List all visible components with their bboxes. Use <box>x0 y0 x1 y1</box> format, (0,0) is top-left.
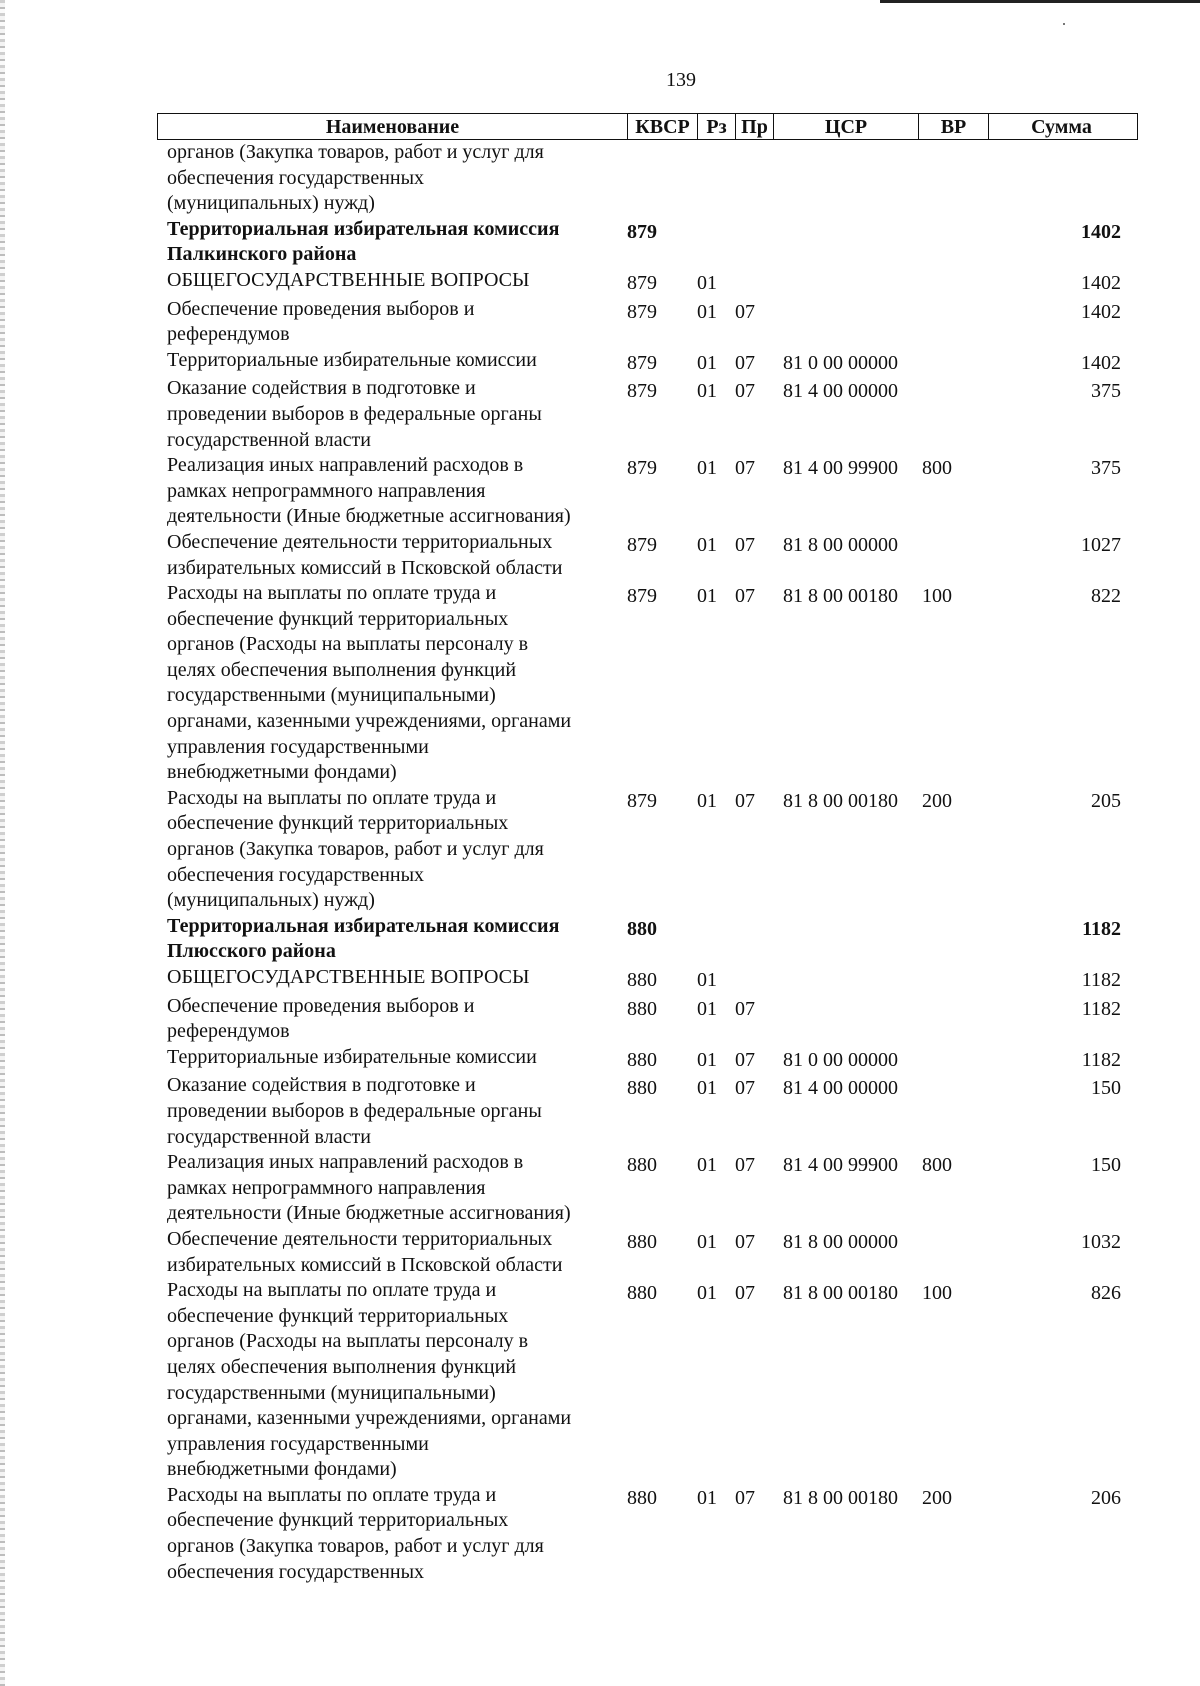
row-name <box>157 530 627 581</box>
row-amount: 1182 <box>1081 969 1121 991</box>
row-csr <box>773 297 918 348</box>
row-name-line: рамках непрограммного направления <box>167 1176 486 1199</box>
row-pr <box>735 914 773 965</box>
row-name-line: Оказание содействия в подготовке и <box>167 377 476 400</box>
row-name-line: Расходы на выплаты по оплате труда и <box>167 786 497 809</box>
row-vr <box>918 1073 988 1150</box>
row-kvsr: 879 <box>627 300 657 323</box>
header-amount: Сумма <box>1031 116 1092 138</box>
row-rz: 01 <box>697 585 717 608</box>
header-vr: ВР <box>919 114 989 139</box>
row-vr: 100 <box>922 585 952 608</box>
row-rz: 01 <box>697 271 717 294</box>
row-name-line: внебюджетными фондами) <box>167 761 397 784</box>
row-name-line: обеспечение функций территориальных <box>167 1509 509 1532</box>
row-name-line: деятельности (Иные бюджетные ассигнования) <box>167 1202 571 1225</box>
row-name-line: обеспечение функций территориальных <box>167 1304 509 1327</box>
row-kvsr: 880 <box>627 917 657 940</box>
table-row <box>157 530 1138 581</box>
row-csr <box>773 140 918 217</box>
row-rz <box>697 217 735 268</box>
row-vr <box>918 1045 988 1074</box>
row-amount <box>988 140 1133 217</box>
row-name-line: органами, казенными учреждениями, органами <box>167 1407 572 1430</box>
row-name-line: управления государственными <box>167 735 429 758</box>
scan-edge <box>0 0 5 1686</box>
row-pr: 07 <box>735 380 755 403</box>
table-row <box>157 1073 1138 1150</box>
row-vr <box>918 376 988 453</box>
row-name <box>157 140 627 217</box>
row-name-line: органов (Расходы на выплаты персоналу в <box>167 633 529 656</box>
row-name-line: внебюджетными фондами) <box>167 1458 397 1481</box>
row-csr: 81 4 00 00000 <box>783 380 898 403</box>
row-kvsr: 880 <box>627 1230 657 1253</box>
row-name-line: проведении выборов в федеральные органы <box>167 1099 542 1122</box>
table-row <box>157 268 1138 297</box>
row-name-line: органов (Расходы на выплаты персоналу в <box>167 1330 529 1353</box>
row-pr: 07 <box>735 457 755 480</box>
row-pr: 07 <box>735 1077 755 1100</box>
row-kvsr: 879 <box>627 220 657 243</box>
row-kvsr: 879 <box>627 457 657 480</box>
row-name-line: Расходы на выплаты по оплате труда и <box>167 582 497 605</box>
row-pr: 07 <box>735 1282 755 1305</box>
row-name <box>157 1483 627 1585</box>
row-name-line: рамках непрограммного направления <box>167 479 486 502</box>
row-kvsr: 880 <box>627 1048 657 1071</box>
row-name-line: государственной власти <box>167 1125 371 1148</box>
row-csr: 81 4 00 99900 <box>783 1154 898 1177</box>
row-csr: 81 0 00 00000 <box>783 351 898 374</box>
row-pr: 07 <box>735 1486 755 1509</box>
row-rz <box>697 914 735 965</box>
row-name-line: Территориальная избирательная комиссия <box>167 217 560 240</box>
table-row <box>157 581 1138 786</box>
row-rz: 01 <box>697 533 717 556</box>
row-kvsr: 879 <box>627 380 657 403</box>
row-amount: 1402 <box>1081 220 1121 243</box>
row-name-line: Реализация иных направлений расходов в <box>167 454 524 477</box>
row-name-line: (муниципальных) нужд) <box>167 889 375 912</box>
budget-table <box>157 113 1138 1585</box>
table-row <box>157 348 1138 377</box>
row-kvsr: 880 <box>627 1077 657 1100</box>
row-name-line: органов (Закупка товаров, работ и услуг для <box>167 141 544 163</box>
row-amount: 1182 <box>1081 1048 1121 1071</box>
row-vr <box>918 348 988 377</box>
row-name-line: органов (Закупка товаров, работ и услуг для <box>167 838 544 861</box>
table-row <box>157 376 1138 453</box>
row-vr: 100 <box>922 1282 952 1305</box>
row-kvsr: 880 <box>627 1486 657 1509</box>
row-pr <box>735 965 773 994</box>
row-vr <box>918 914 988 965</box>
row-rz: 01 <box>697 1077 717 1100</box>
row-rz: 01 <box>697 351 717 374</box>
row-rz: 01 <box>697 1154 717 1177</box>
row-name-line: целях обеспечения выполнения функций <box>167 658 517 681</box>
row-amount: 1402 <box>1081 351 1121 374</box>
table-row <box>157 140 1138 217</box>
row-rz: 01 <box>697 457 717 480</box>
row-amount: 206 <box>1091 1486 1121 1509</box>
row-rz: 01 <box>697 969 717 991</box>
row-pr <box>735 268 773 297</box>
row-csr: 81 8 00 00000 <box>783 1230 898 1253</box>
row-kvsr: 879 <box>627 533 657 556</box>
row-amount: 822 <box>1091 585 1121 608</box>
row-amount: 1402 <box>1081 271 1121 294</box>
row-amount: 1182 <box>1081 997 1121 1020</box>
row-amount: 1182 <box>1082 917 1121 940</box>
row-name-line: государственной власти <box>167 428 371 451</box>
row-pr: 07 <box>735 789 755 812</box>
row-amount: 375 <box>1091 380 1121 403</box>
row-name-line: Обеспечение проведения выборов и <box>167 297 475 320</box>
row-name <box>157 994 627 1045</box>
row-kvsr: 879 <box>627 351 657 374</box>
row-csr: 81 8 00 00000 <box>783 533 898 556</box>
table-row <box>157 1483 1138 1585</box>
row-name-line: государственными (муниципальными) <box>167 1381 496 1404</box>
row-vr: 800 <box>922 1154 952 1177</box>
table-row <box>157 1227 1138 1278</box>
row-name-line: Обеспечение проведения выборов и <box>167 994 475 1017</box>
row-name-line: органов (Закупка товаров, работ и услуг для <box>167 1535 544 1558</box>
row-name <box>157 376 627 453</box>
row-vr: 200 <box>922 789 952 812</box>
row-csr: 81 4 00 99900 <box>783 457 898 480</box>
header-pr: Пр <box>736 114 774 139</box>
row-name-line: Территориальные избирательные комиссии <box>167 348 537 371</box>
row-name <box>157 786 627 914</box>
table-header <box>157 113 1138 140</box>
row-pr <box>735 140 773 217</box>
row-vr <box>918 1227 988 1278</box>
table-body <box>157 140 1138 1585</box>
row-amount: 205 <box>1091 789 1121 812</box>
row-name-line: Плюсского района <box>167 940 336 963</box>
row-rz: 01 <box>697 789 717 812</box>
row-amount: 375 <box>1091 457 1121 480</box>
row-name <box>157 297 627 348</box>
row-name-line: избирательных комиссий в Псковской области <box>167 1253 563 1276</box>
row-vr: 800 <box>922 457 952 480</box>
row-vr <box>918 217 988 268</box>
row-name-line: обеспечения государственных <box>167 863 425 886</box>
table-row <box>157 1045 1138 1074</box>
row-name-line: обеспечения государственных <box>167 1560 425 1583</box>
row-name-line: обеспечение функций территориальных <box>167 607 509 630</box>
row-pr: 07 <box>735 533 755 556</box>
row-csr: 81 8 00 00180 <box>783 1486 898 1509</box>
table-row <box>157 994 1138 1045</box>
row-rz: 01 <box>697 380 717 403</box>
row-name-line: Обеспечение деятельности территориальных <box>167 530 553 553</box>
row-name-line: Палкинского района <box>167 243 357 266</box>
row-name-line: Расходы на выплаты по оплате труда и <box>167 1279 497 1302</box>
row-name-line: органами, казенными учреждениями, органами <box>167 710 572 733</box>
row-amount: 150 <box>1091 1154 1121 1177</box>
row-vr: 200 <box>922 1486 952 1509</box>
row-name <box>157 453 627 530</box>
row-name <box>157 1278 627 1483</box>
table-row <box>157 786 1138 914</box>
row-csr: 81 8 00 00180 <box>783 585 898 608</box>
row-kvsr: 879 <box>627 789 657 812</box>
scan-speck <box>1063 23 1065 25</box>
row-csr <box>773 268 918 297</box>
row-kvsr: 880 <box>627 1282 657 1305</box>
row-name <box>157 1227 627 1278</box>
row-rz: 01 <box>697 997 717 1020</box>
row-name-line: Обеспечение деятельности территориальных <box>167 1227 553 1250</box>
row-name <box>157 348 627 377</box>
header-csr: ЦСР <box>774 114 919 139</box>
row-name-line: избирательных комиссий в Псковской области <box>167 556 563 579</box>
row-pr: 07 <box>735 1230 755 1253</box>
row-rz: 01 <box>697 1282 717 1305</box>
header-name: Наименование <box>158 114 628 139</box>
row-vr <box>918 297 988 348</box>
table-row <box>157 965 1138 994</box>
row-name-line: (муниципальных) нужд) <box>167 192 375 215</box>
row-name-line: Территориальные избирательные комиссии <box>167 1045 537 1068</box>
row-name-line: обеспечение функций территориальных <box>167 812 509 835</box>
row-csr: 81 8 00 00180 <box>783 789 898 812</box>
row-name <box>157 1073 627 1150</box>
table-row <box>157 1150 1138 1227</box>
row-kvsr: 879 <box>627 271 657 294</box>
row-csr: 81 4 00 00000 <box>783 1077 898 1100</box>
row-name-line: управления государственными <box>167 1432 429 1455</box>
row-csr <box>773 217 918 268</box>
row-amount: 150 <box>1091 1077 1121 1100</box>
row-rz: 01 <box>697 1486 717 1509</box>
table-row <box>157 914 1138 965</box>
row-pr: 07 <box>735 585 755 608</box>
table-row <box>157 297 1138 348</box>
row-rz: 01 <box>697 300 717 323</box>
row-name-line: Территориальная избирательная комиссия <box>167 914 560 937</box>
header-rz: Рз <box>698 114 736 139</box>
row-kvsr: 880 <box>627 1154 657 1177</box>
row-name-line: Оказание содействия в подготовке и <box>167 1074 476 1097</box>
row-csr <box>773 965 918 994</box>
row-name-line: проведении выборов в федеральные органы <box>167 402 542 425</box>
row-vr <box>918 994 988 1045</box>
row-amount: 1027 <box>1081 533 1121 556</box>
header-kvsr: КВСР <box>628 114 698 139</box>
row-name-line: обеспечения государственных <box>167 166 425 189</box>
row-kvsr: 880 <box>627 997 657 1020</box>
table-row <box>157 217 1138 268</box>
row-name <box>157 217 627 268</box>
row-name-line: референдумов <box>167 323 290 346</box>
table-row <box>157 1278 1138 1483</box>
row-name <box>157 268 627 297</box>
row-rz <box>697 140 735 217</box>
row-vr <box>918 268 988 297</box>
row-name-line: ОБЩЕГОСУДАРСТВЕННЫЕ ВОПРОСЫ <box>167 966 530 988</box>
row-name-line: целях обеспечения выполнения функций <box>167 1355 517 1378</box>
row-vr <box>918 140 988 217</box>
row-csr <box>773 994 918 1045</box>
row-csr: 81 8 00 00180 <box>783 1282 898 1305</box>
row-pr: 07 <box>735 1154 755 1177</box>
row-name <box>157 581 627 786</box>
row-name-line: ОБЩЕГОСУДАРСТВЕННЫЕ ВОПРОСЫ <box>167 268 530 291</box>
row-name <box>157 1045 627 1074</box>
row-pr: 07 <box>735 997 755 1020</box>
row-pr: 07 <box>735 300 755 323</box>
row-pr: 07 <box>735 351 755 374</box>
row-amount: 1402 <box>1081 300 1121 323</box>
row-name-line: Реализация иных направлений расходов в <box>167 1151 524 1174</box>
row-kvsr <box>627 140 697 217</box>
row-rz: 01 <box>697 1048 717 1071</box>
row-kvsr: 880 <box>627 969 657 991</box>
row-name <box>157 1150 627 1227</box>
row-name-line: деятельности (Иные бюджетные ассигнования) <box>167 505 571 528</box>
page-number: 139 <box>666 69 696 91</box>
row-vr <box>918 965 988 994</box>
top-rule <box>880 0 1200 3</box>
row-rz: 01 <box>697 1230 717 1253</box>
row-vr <box>918 530 988 581</box>
row-name <box>157 914 627 965</box>
row-name <box>157 965 627 994</box>
row-amount: 1032 <box>1081 1230 1121 1253</box>
table-row <box>157 453 1138 530</box>
row-name-line: Расходы на выплаты по оплате труда и <box>167 1483 497 1506</box>
row-csr <box>773 914 918 965</box>
row-kvsr: 879 <box>627 585 657 608</box>
row-name-line: государственными (муниципальными) <box>167 684 496 707</box>
row-pr: 07 <box>735 1048 755 1071</box>
row-pr <box>735 217 773 268</box>
row-amount: 826 <box>1091 1282 1121 1305</box>
row-csr: 81 0 00 00000 <box>783 1048 898 1071</box>
row-name-line: референдумов <box>167 1020 290 1043</box>
